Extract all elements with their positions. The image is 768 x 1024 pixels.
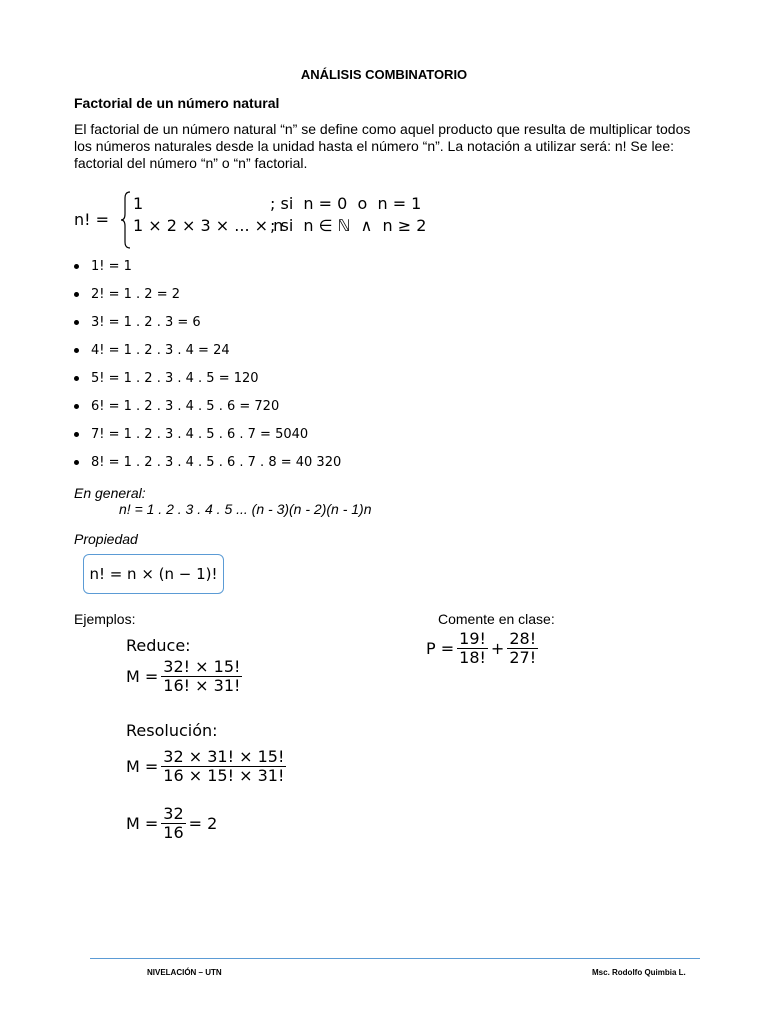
bullet-icon (74, 292, 79, 297)
bullet-icon (74, 348, 79, 353)
comment-fraction-2 (507, 630, 538, 667)
footer-right-text: Msc. Rodolfo Quimbia L. (592, 968, 686, 977)
resolution-heading: Resolución: (126, 721, 218, 740)
property-formula: n! = n × (n − 1)! (89, 565, 218, 583)
footer-divider (90, 958, 700, 959)
reduce-expression (126, 658, 245, 695)
resolution-denominator: 16 × 15! × 31! (163, 766, 285, 785)
resolution-fraction (161, 748, 286, 785)
reduce-lhs: M = (126, 667, 159, 686)
final-numerator: 32 (163, 804, 184, 823)
general-formula: n! = 1 . 2 . 3 . 4 . 5 ... (n - 3)(n - 2)(n - 1)n (119, 501, 372, 517)
footer-left-text: NIVELACIÓN – UTN (147, 968, 222, 977)
reduce-heading: Reduce: (126, 636, 191, 655)
bullet-icon (74, 432, 79, 437)
comment-label: Comente en clase: (438, 611, 555, 627)
bullet-icon (74, 264, 79, 269)
comment-expression (426, 630, 541, 667)
bullet-icon (74, 404, 79, 409)
list-item: 1! = 1 (74, 252, 341, 280)
comment-denominator-1: 18! (459, 648, 486, 667)
resolution-lhs: M = (126, 757, 159, 776)
definition-case1-value: 1 (133, 194, 144, 213)
examples-label: Ejemplos: (74, 611, 136, 627)
bullet-icon (74, 320, 79, 325)
comment-numerator-1: 19! (459, 629, 486, 648)
final-denominator: 16 (163, 823, 184, 842)
resolution-numerator: 32 × 31! × 15! (163, 747, 285, 766)
list-item: 4! = 1 . 2 . 3 . 4 = 24 (74, 336, 341, 364)
general-label: En general: (74, 485, 146, 501)
reduce-fraction (161, 658, 242, 695)
reduce-denominator: 16! × 31! (163, 676, 241, 695)
comment-plus: + (490, 639, 505, 658)
list-item: 2! = 1 . 2 = 2 (74, 280, 341, 308)
list-item: 7! = 1 . 2 . 3 . 4 . 5 . 6 . 7 = 5040 (74, 420, 341, 448)
comment-fraction-1 (457, 630, 488, 667)
bullet-icon (74, 376, 79, 381)
reduce-numerator: 32! × 15! (163, 657, 241, 676)
list-item: 5! = 1 . 2 . 3 . 4 . 5 = 120 (74, 364, 341, 392)
list-item: 3! = 1 . 2 . 3 = 6 (74, 308, 341, 336)
comment-denominator-2: 27! (509, 648, 537, 667)
page-title: ANÁLISIS COMBINATORIO (300, 67, 468, 82)
left-brace-icon (120, 190, 132, 250)
definition-case2-condition: ; si n ∈ ℕ ∧ n ≥ 2 (270, 216, 427, 235)
intro-paragraph: El factorial de un número natural “n” se define como aquel producto que resulta de multiplicar todos los números naturales desde la unidad hasta el número “n”. La notación a utilizar será: n! Se lee: factorial del número “n” o “n” factorial. (74, 121, 691, 171)
section-subtitle: Factorial de un número natural (74, 95, 280, 111)
list-item: 6! = 1 . 2 . 3 . 4 . 5 . 6 = 720 (74, 392, 341, 420)
comment-numerator-2: 28! (509, 629, 537, 648)
definition-case2-value: 1 × 2 × 3 × ... × n (133, 216, 284, 235)
final-result: = 2 (188, 814, 218, 833)
definition-case1-condition: ; si n = 0 o n = 1 (270, 194, 422, 213)
property-label: Propiedad (74, 531, 138, 547)
final-fraction (161, 805, 185, 842)
bullet-icon (74, 460, 79, 465)
list-item: 8! = 1 . 2 . 3 . 4 . 5 . 6 . 7 . 8 = 40 320 (74, 448, 341, 476)
comment-lhs: P = (426, 639, 455, 658)
property-formula-box (83, 554, 224, 594)
factorial-examples-list (74, 252, 341, 476)
definition-lhs: n! = (74, 210, 110, 229)
resolution-final (126, 805, 217, 842)
final-lhs: M = (126, 814, 159, 833)
factorial-definition (74, 190, 494, 250)
resolution-expression (126, 748, 289, 785)
